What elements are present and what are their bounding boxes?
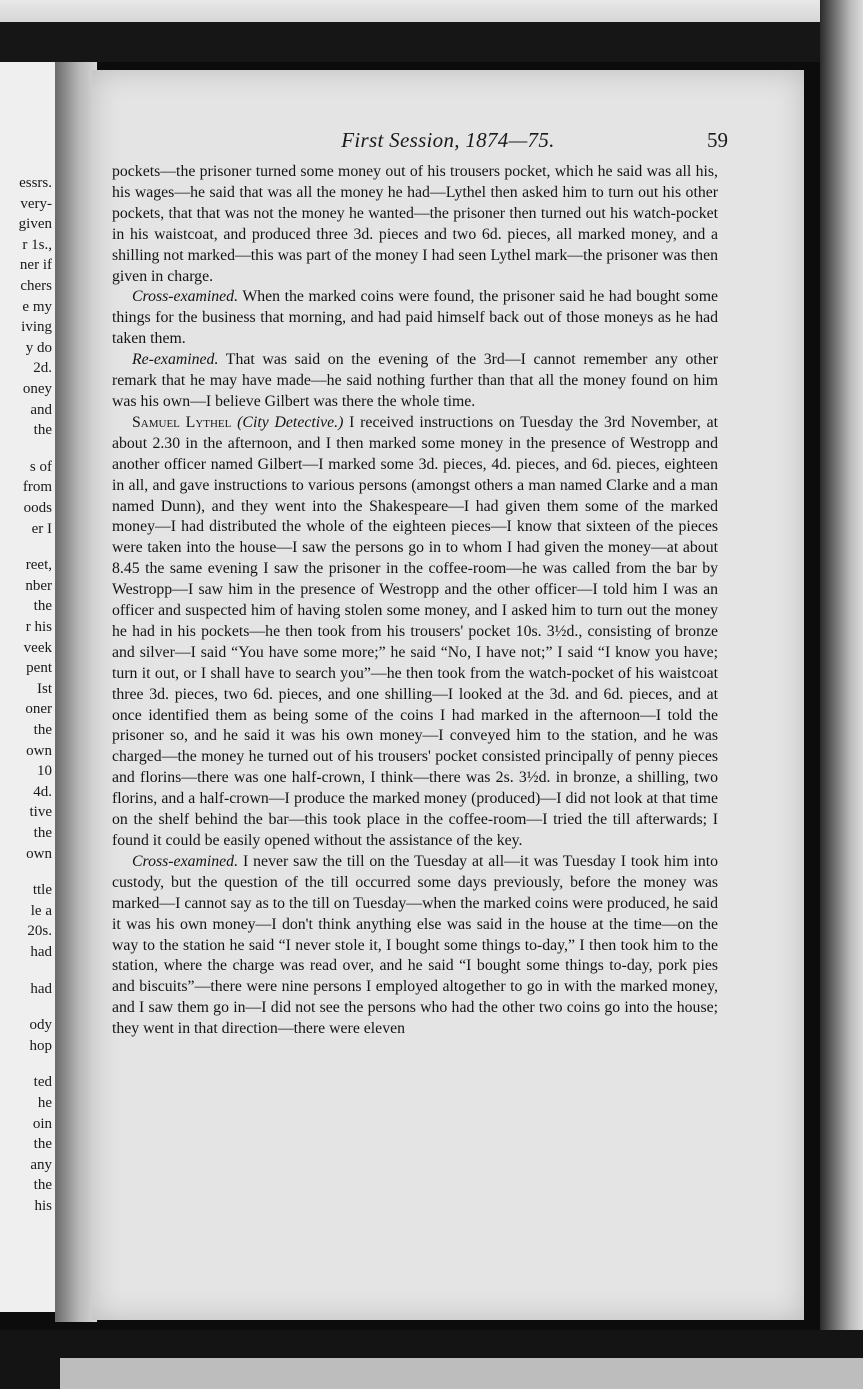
facing-page-line: 2d.	[33, 360, 52, 377]
scan-bottom-edge	[60, 1358, 863, 1389]
scan-dark-border-top	[0, 22, 863, 62]
facing-page-line: 10	[37, 763, 52, 780]
facing-page-line: r his	[25, 619, 52, 635]
cross-examined-label-2: Cross-examined.	[132, 852, 239, 870]
facing-page-line: oods	[23, 500, 52, 516]
facing-page-line: the	[33, 598, 52, 615]
facing-page-line: the	[33, 422, 52, 439]
paragraph-3-text: That was said on the evening of the 3rd—I cannot remember any other remark that he may have made—he said nothing further than that all the money found on him was his own—I believe Gilbert was there the whole time.	[112, 351, 718, 410]
facing-page-line: reet,	[25, 557, 52, 574]
facing-page-line: very-	[20, 195, 52, 212]
facing-page-line: and	[30, 401, 52, 418]
facing-page-line: oner	[25, 701, 52, 718]
facing-page-line: essrs.	[19, 175, 52, 191]
book-gutter	[55, 62, 97, 1322]
facing-page-line: the	[33, 825, 52, 841]
facing-page-line: tive	[29, 804, 52, 821]
facing-page-line: iving	[21, 319, 52, 336]
running-title: First Session, 1874—75.	[341, 128, 555, 152]
paragraph-5-text: I never saw the till on the Tuesday at all—it was Tuesday I took him into custody, but the question of the till occurred some days previously, before the money was marked—I cannot say as to the till on Tuesday—when the marked coins were produced, he said it was his own money—I don't think anything else was said in the house at the time—on the way to the station he said “I never stole it, I bought some things to-day,” I then took him to the station, where the charge was read over, and he said “I bought some things to-day, pork pies and biscuits”—there were nine persons I employed altogether to go in with the marked money, and I saw them go in—I did not see the persons who had the other two coins go into the house; they went in that direction—there were eleven	[112, 852, 718, 1038]
facing-page-line: own	[26, 845, 52, 862]
facing-page-line: his	[34, 1198, 52, 1214]
facing-page-line: the	[33, 1136, 52, 1153]
book-page	[92, 70, 804, 1320]
facing-page-line: the	[33, 722, 52, 738]
facing-page-line: 4d.	[33, 783, 52, 800]
facing-page-line: ted	[33, 1074, 52, 1091]
facing-page-line: he	[37, 1095, 52, 1111]
page-body	[112, 162, 718, 1040]
facing-page-fragment	[0, 62, 58, 1312]
paragraph-5	[112, 852, 718, 1040]
page-number: 59	[707, 128, 728, 152]
facing-page-line: er I	[31, 520, 52, 537]
witness-name: Samuel Lythel	[132, 413, 232, 431]
facing-page-line: r 1s.,	[22, 236, 52, 253]
facing-page-line: from	[22, 479, 52, 496]
facing-page-line: had	[30, 944, 52, 960]
paragraph-4-text: I received instructions on Tuesday the 3rd November, at about 2.30 in the afternoon, and I then marked some money in the presence of Westropp and another officer named Gilbert—I marked some 3d. pieces, 4d. pieces, and 6d. pieces, eighteen in all, and gave instructions to various persons (amongst others a man named Clarke and a man named Dunn), and they went into the Shakespeare—I had given them some of the marked money—I had distributed the whole of the eighteen pieces—I know that sixteen of the pieces were taken into the house—I saw the persons go in to whom I had given the money—at about 8.45 the same evening I saw the prisoner in the coffee-room—he was called from the bar by Westropp—I saw him in the presence of Westropp and the other officer—I told him I was an officer and suspected him of having stolen some money, and I asked him to turn out the money he had in his pockets—he then took from his trousers' pocket 10s. 3½d., consisting of bronze and silver—I said “You have some more;” he said “No, I have not;” I said “I know you have; turn it out, or I shall have to search you”—he then took from the watch-pocket of his waistcoat three 3d. pieces, two 6d. pieces, and one shilling—I looked at the 3d. and 6d. pieces, and at once identified them as being some of the coins I had marked in the afternoon—I told the prisoner so, and he said it was his own money—I conveyed him to the station, and he was charged—the money he turned out of his trousers' pocket consisted principally of penny pieces and florins—there was one half-crown, I think—there was 2s. 3½d. in bronze, a shilling, two florins, and a half-crown—I produce the marked money (produced)—I did not look at that time on the shelf behind the bar—this took place in the coffee-room—I tried the till afterwards; I found it could be easily opened without the assistance of the key.	[112, 413, 719, 849]
paragraph-3	[112, 350, 718, 413]
re-examined-label: Re-examined.	[132, 351, 219, 369]
witness-role: (City Detective.)	[231, 413, 344, 431]
paragraph-4	[112, 413, 718, 852]
facing-page-line: nber	[25, 577, 52, 594]
paragraph-1: pockets—the prisoner turned some money out of his trousers pocket, which he said was all his, his wages—he said that was all the money he had—Lythel then asked him to turn out his other pockets, that that was not the money he wanted—the prisoner then turned out his watch-pocket in his waistcoat, and produced three 3d. pieces and two 6d. pieces, all marked money, and a shilling not marked—this was part of the money I had seen Lythel mark—the prisoner was then given in charge.	[112, 163, 718, 285]
facing-page-line: le a	[30, 902, 52, 919]
facing-page-line: ttle	[32, 882, 52, 899]
facing-page-line: s of	[29, 458, 52, 475]
facing-page-line: had	[30, 980, 52, 997]
facing-page-line: y do	[25, 339, 52, 356]
facing-page-line: chers	[20, 278, 52, 294]
facing-page-line: oin	[32, 1115, 52, 1132]
paragraph-2-text: When the marked coins were found, the prisoner said he had bought some things for the business that morning, and had paid himself back out of those moneys as he had taken them.	[112, 288, 718, 348]
facing-page-line: ody	[29, 1017, 52, 1034]
facing-page-line: Ist	[37, 680, 52, 697]
facing-page-line: ner if	[19, 257, 52, 274]
facing-page-line: the	[33, 1177, 52, 1194]
facing-page-line: veek	[23, 639, 52, 656]
facing-page-line: given	[18, 216, 52, 233]
facing-page-line: hop	[29, 1037, 52, 1054]
facing-page-line: own	[26, 742, 52, 759]
facing-page-line: 20s.	[27, 923, 52, 940]
paragraph-2	[112, 287, 718, 350]
facing-page-line: pent	[26, 660, 52, 677]
facing-page-line: oney	[22, 381, 52, 397]
cross-examined-label: Cross-examined.	[132, 288, 239, 306]
facing-page-line: any	[30, 1156, 52, 1173]
facing-page-line: e my	[22, 298, 52, 315]
scan-right-edge	[820, 0, 863, 1389]
